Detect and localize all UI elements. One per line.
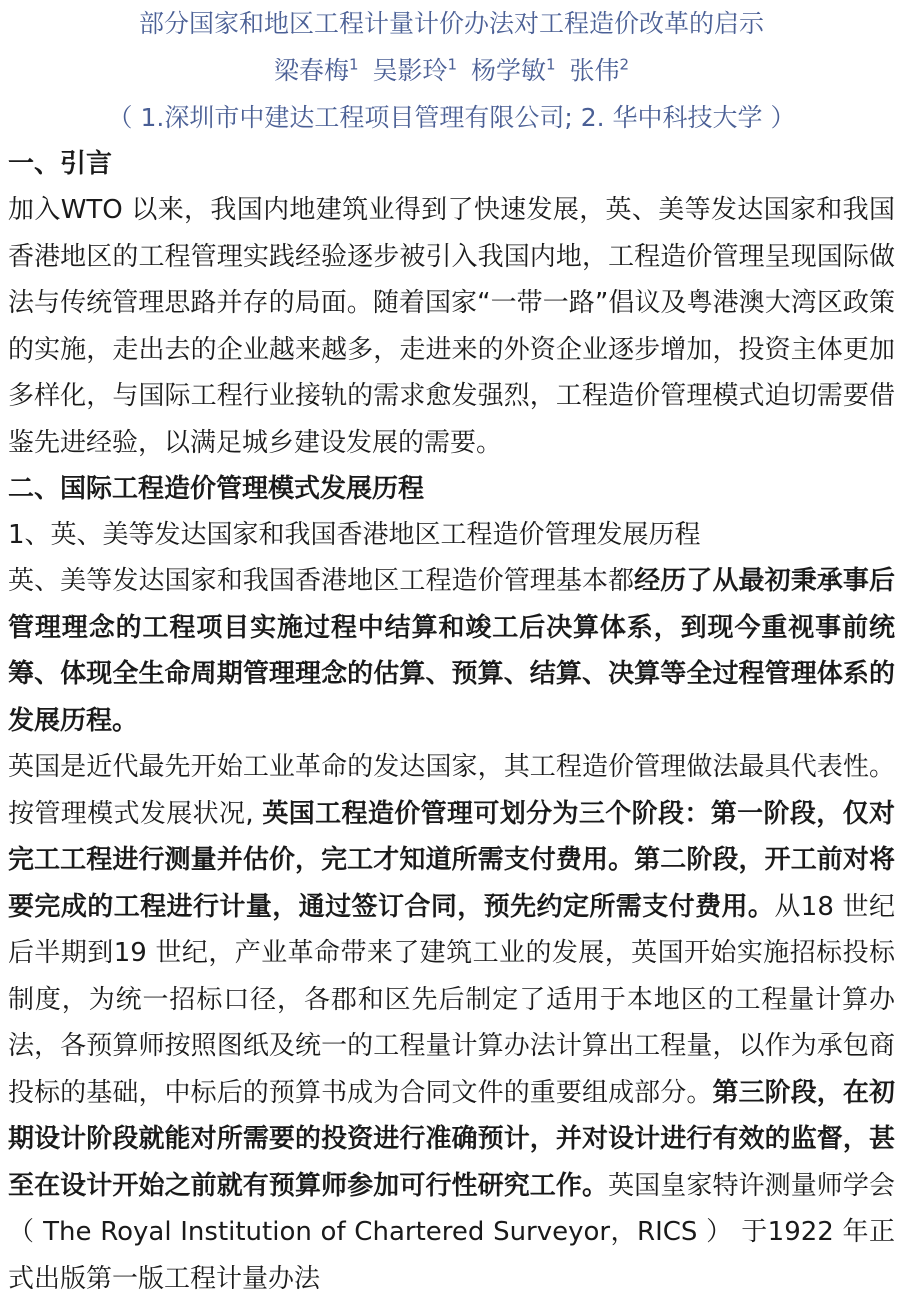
paragraph-text: 英国皇家特许测量师学会（ The Royal Institution of Chartered Surveyor，RICS ） 于1922 年正式出版第一版工程计量办法 [8, 1170, 895, 1294]
document-page [8, 0, 895, 1302]
paper-title: 部分国家和地区工程计量计价办法对工程造价改革的启示 [138, 9, 764, 38]
affiliation: （ 1.深圳市中建达工程项目管理有限公司; 2. 华中科技大学 ） [107, 103, 796, 132]
subsection-heading: 1、英、美等发达国家和我国香港地区工程造价管理发展历程 [8, 520, 701, 550]
history-paragraph-1 [8, 558, 895, 744]
emphasized-text: 英国工程造价管理可划分为三个阶段：第一阶段，仅对完工工程进行测量并估价，完工才知道所需支付费用。第二阶段，开工前对将要完成的工程进行计量，通过签订合同，预先约定所需支付费用。 [8, 798, 895, 922]
intro-paragraph: 加入WTO 以来，我国内地建筑业得到了快速发展，英、美等发达国家和我国香港地区的工程管理实践经验逐步被引入我国内地，工程造价管理呈现国际做法与传统管理思路并存的局面。随着国家“一带一路”倡议及粤港澳大湾区政策的实施，走出去的企业越来越多，走进来的外资企业逐步增加，投资主体更加多样化，与国际工程行业接轨的需求愈发强烈，工程造价管理模式迫切需要借鉴先进经验，以满足城乡建设发展的需要。 [8, 195, 895, 458]
author-list [8, 47, 895, 94]
author: 张伟$^2$ [569, 55, 630, 85]
section-heading-intro: 一、引言 [8, 149, 113, 179]
author: 吴影玲$^1$ [372, 55, 458, 85]
paragraph-text: 英国是近代最先开始工业革命的发达国家，其工程造价管理做法最具代表性。按管理模式发展状况, [8, 752, 895, 829]
emphasized-text: 第三阶段，在初期设计阶段就能对所需要的投资进行准确预计，并对设计进行有效的监督，甚至在设计开始之前就有预算师参加可行性研究工作。 [8, 1077, 895, 1201]
section-heading-history: 二、国际工程造价管理模式发展历程 [8, 474, 425, 504]
emphasized-text: 经历了从最初秉承事后管理理念的工程项目实施过程中结算和竣工后决算体系，到现今重视事前统筹、体现全生命周期管理理念的估算、预算、结算、决算等全过程管理体系的发展历程。 [8, 566, 895, 736]
paragraph-text: 英、美等发达国家和我国香港地区工程造价管理基本都 [8, 566, 635, 596]
history-paragraph-2 [8, 744, 895, 1302]
author: 杨学敏$^1$ [470, 55, 556, 85]
author: 梁春梅$^1$ [273, 55, 359, 85]
paragraph-text: 从18 世纪后半期到19 世纪，产业革命带来了建筑工业的发展，英国开始实施招标投标制度，为统一招标口径，各郡和区先后制定了适用于本地区的工程量计算办法，各预算师按照图纸及统一的工程量计算办法计算出工程量，以作为承包商投标的基础，中标后的预算书成为合同文件的重要组成部分。 [8, 891, 895, 1108]
